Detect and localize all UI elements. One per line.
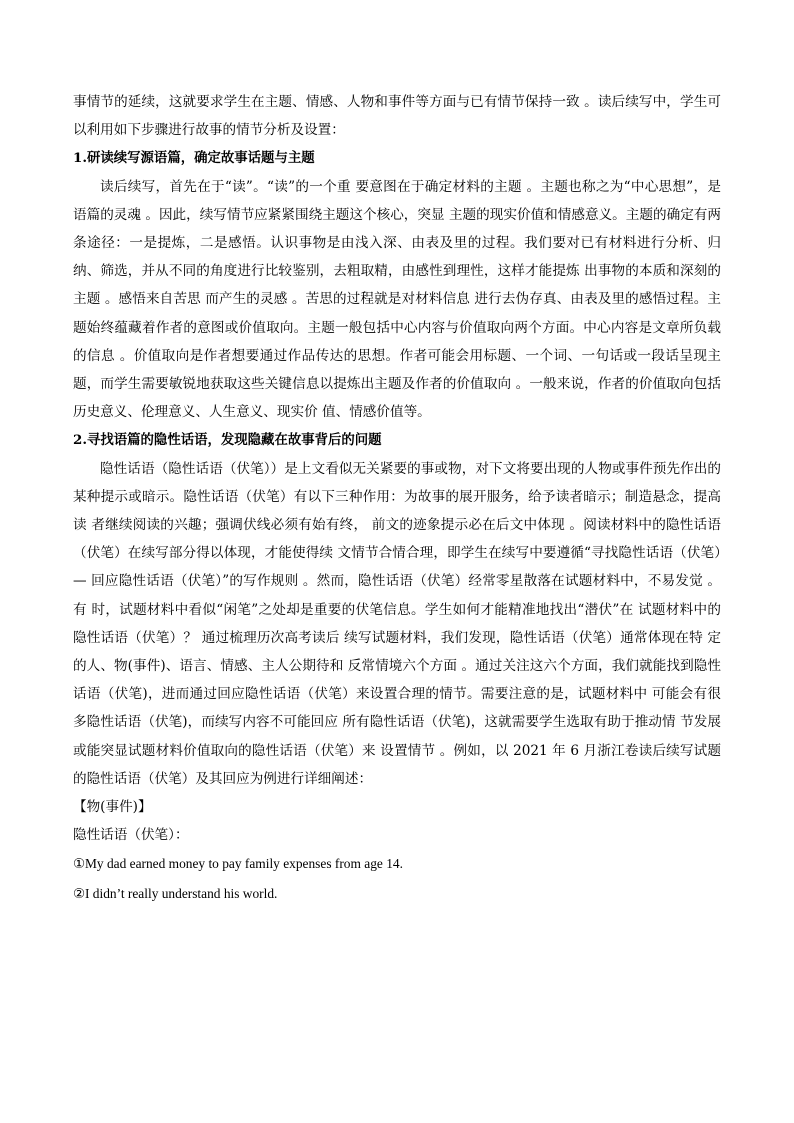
section-heading-2: 2.寻找语篇的隐性话语，发现隐藏在故事背后的问题 xyxy=(73,432,382,449)
subsection-label: 【物(事件)】 xyxy=(73,799,152,816)
hidden-discourse-label: 隐性话语（伏笔）： xyxy=(73,827,189,844)
example-item-2: ②I didn’t really understand his world. xyxy=(73,886,278,902)
document-page xyxy=(73,88,721,909)
example-item-1: ①My dad earned money to pay family expenses from age 14. xyxy=(73,856,403,872)
paragraph-hidden-discourse: 隐性话语（隐性话语（伏笔））是上文看似无关紧要的事或物，对下文将要出现的人物或事件预先作出的某种提示或暗示。隐性话语（伏笔）有以下三种作用：为故事的展开服务，给予读者暗示；制造悬念，提高读 者继续阅读的兴趣；强调伏线必须有始有终， 前文的迹象提示必在后文中体现 。阅读材料中的隐性话语（伏笔）在续写部分得以体现，才能使得续 文情节合情合理，即学生在续写中要遵循“寻找隐性话语（伏笔）— 回应隐性话语（伏笔）”的写作规则 。然而，隐性话语（伏笔）经常零星散落在试题材料中，不易发觉 。有 时，试题材料中看似“闲笔”之处却是重要的伏笔信息。学生如何才能精准地找出“潜伏”在 试题材料中的隐性话语（伏笔）？ 通过梳理历次高考读后 续写试题材料，我们发现，隐性话语（伏笔）通常体现在特 定的人、物(事件)、语言、情感、主人公期待和 反常情境六个方面 。通过关注这六个方面，我们就能找到隐性话语（伏笔)，进而通过回应隐性话语（伏笔）来设置合理的情节。需要注意的是，试题材料中 可能会有很多隐性话语（伏笔)，而续写内容不可能回应 所有隐性话语（伏笔)，这就需要学生选取有助于推动情 节发展或能突显试题材料价值取向的隐性话语（伏笔）来 设置情节 。例如，以 2021 年 6 月浙江卷读后续写试题的隐性话语（伏笔）及其回应为例进行详细阐述： xyxy=(73,460,721,787)
paragraph-intro: 事情节的延续，这就要求学生在主题、情感、人物和事件等方面与已有情节保持一致 。读后续写中，学生可以利用如下步骤进行故事的情节分析及设置： xyxy=(73,94,721,139)
section-heading-1: 1.研读续写源语篇，确定故事话题与主题 xyxy=(73,150,315,167)
paragraph-theme: 读后续写，首先在于“读”。“读”的一个重 要意图在于确定材料的主题 。主题也称之为“中心思想”，是语篇的灵魂 。因此，续写情节应紧紧围绕主题这个核心，突显 主题的现实价值和情感意义。主题的确定有两条途径：一是提炼，二是感悟。认识事物是由浅入深、由表及里的过程。我们要对已有材料进行分析、归纳、筛选，并从不同的角度进行比较鉴别，去粗取精，由感性到理性，这样才能提炼 出事物的本质和深刻的主题 。感悟来自苦思 而产生的灵感 。苦思的过程就是对材料信息 进行去伪存真、由表及里的感悟过程。主题始终蕴藏着作者的意图或价值取向。主题一般包括中心内容与价值取向两个方面。中心内容是文章所负载的信息 。价值取向是作者想要通过作品传达的思想。作者可能会用标题、一个词、一句话或一段话呈现主题，而学生需要敏锐地获取这些关键信息以提炼出主题及作者的价值取向 。一般来说，作者的价值取向包括历史意义、伦理意义、人生意义、现实价 值、情感价值等。 xyxy=(73,178,721,421)
